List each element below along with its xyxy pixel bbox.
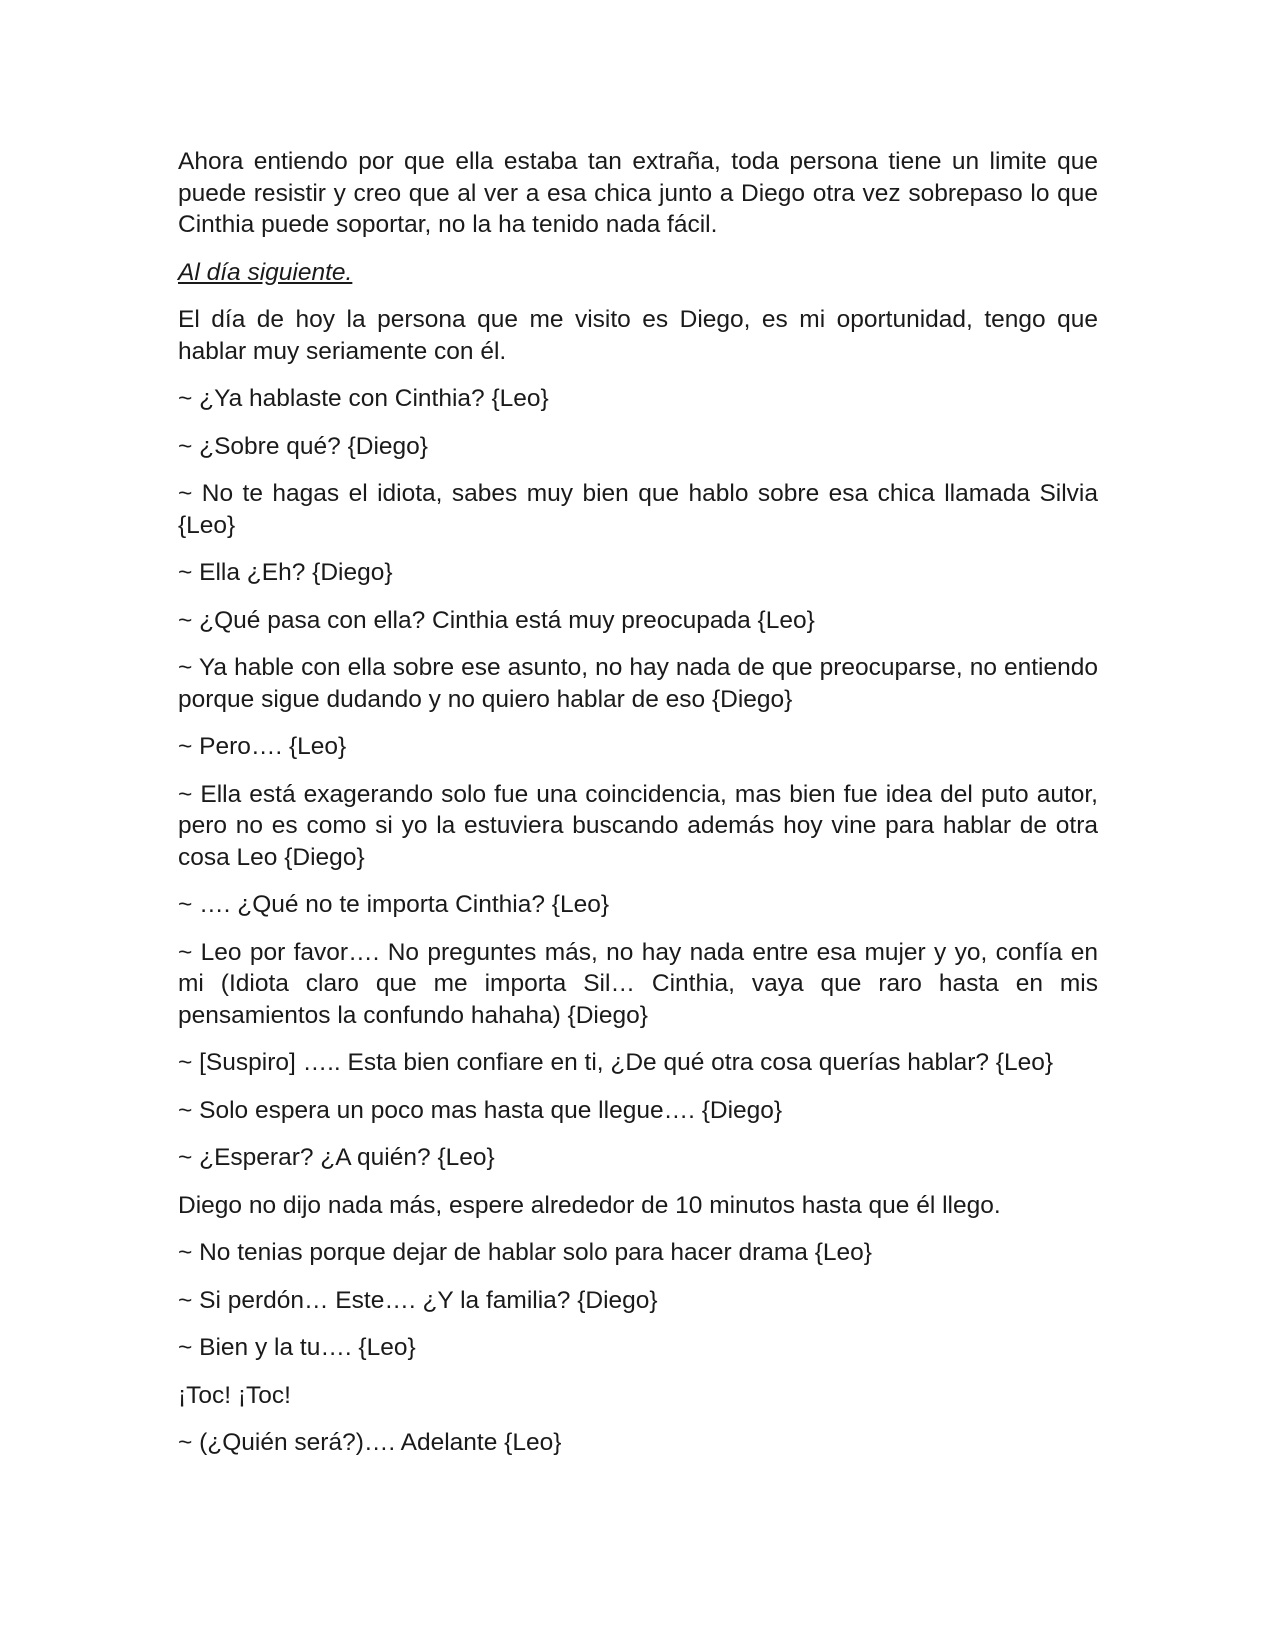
document-body	[178, 146, 1098, 1475]
dialogue-line: ~ [Suspiro] ….. Esta bien confiare en ti, ¿De qué otra cosa querías hablar? {Leo}	[178, 1049, 1054, 1076]
dialogue-line: ~ Ya hable con ella sobre ese asunto, no hay nada de que preocuparse, no entiendo porque sigue dudando y no quiero hablar de eso {Diego}	[178, 654, 1098, 713]
dialogue-line: ~ Solo espera un poco mas hasta que llegue…. {Diego}	[178, 1096, 783, 1124]
dialogue-line: ~ …. ¿Qué no te importa Cinthia? {Leo}	[178, 891, 610, 918]
dialogue-line: ~ No tenias porque dejar de hablar solo para hacer drama {Leo}	[178, 1239, 872, 1266]
dialogue-line: ~ (¿Quién será?)…. Adelante {Leo}	[178, 1429, 562, 1456]
dialogue-line: ~ No te hagas el idiota, sabes muy bien que hablo sobre esa chica llamada Silvia {Leo}	[178, 480, 1098, 539]
dialogue-line: ~ Ella ¿Eh? {Diego}	[178, 559, 393, 586]
scene-heading: Al día siguiente.	[178, 258, 353, 286]
dialogue-line: ~ Bien y la tu…. {Leo}	[178, 1334, 416, 1361]
narration-paragraph: El día de hoy la persona que me visito es Diego, es mi oportunidad, tengo que hablar muy seriamente con él.	[178, 306, 1098, 365]
dialogue-line: ~ Pero…. {Leo}	[178, 733, 347, 760]
dialogue-line: ~ ¿Qué pasa con ella? Cinthia está muy preocupada {Leo}	[178, 606, 815, 634]
narration-paragraph: Ahora entiendo por que ella estaba tan extraña, toda persona tiene un limite que puede resistir y creo que al ver a esa chica junto a Diego otra vez sobrepaso lo que Cinthia puede soportar, no la ha tenido nada fácil.	[178, 148, 1098, 238]
dialogue-line: ~ Si perdón… Este…. ¿Y la familia? {Diego}	[178, 1286, 658, 1314]
dialogue-line: ~ ¿Ya hablaste con Cinthia? {Leo}	[178, 385, 549, 412]
dialogue-line: ~ ¿Esperar? ¿A quién? {Leo}	[178, 1144, 495, 1171]
narration-paragraph: ¡Toc! ¡Toc!	[178, 1381, 291, 1409]
dialogue-line: ~ Leo por favor…. No preguntes más, no hay nada entre esa mujer y yo, confía en mi (Idiota claro que me importa Sil… Cinthia, vaya que raro hasta en mis pensamientos la confundo hahaha) {Diego}	[178, 938, 1098, 1029]
narration-paragraph: Diego no dijo nada más, espere alrededor de 10 minutos hasta que él llego.	[178, 1191, 1001, 1219]
dialogue-line: ~ ¿Sobre qué? {Diego}	[178, 432, 428, 460]
dialogue-line: ~ Ella está exagerando solo fue una coincidencia, mas bien fue idea del puto autor, pero no es como si yo la estuviera buscando además hoy vine para hablar de otra cosa Leo {Diego}	[178, 780, 1098, 871]
